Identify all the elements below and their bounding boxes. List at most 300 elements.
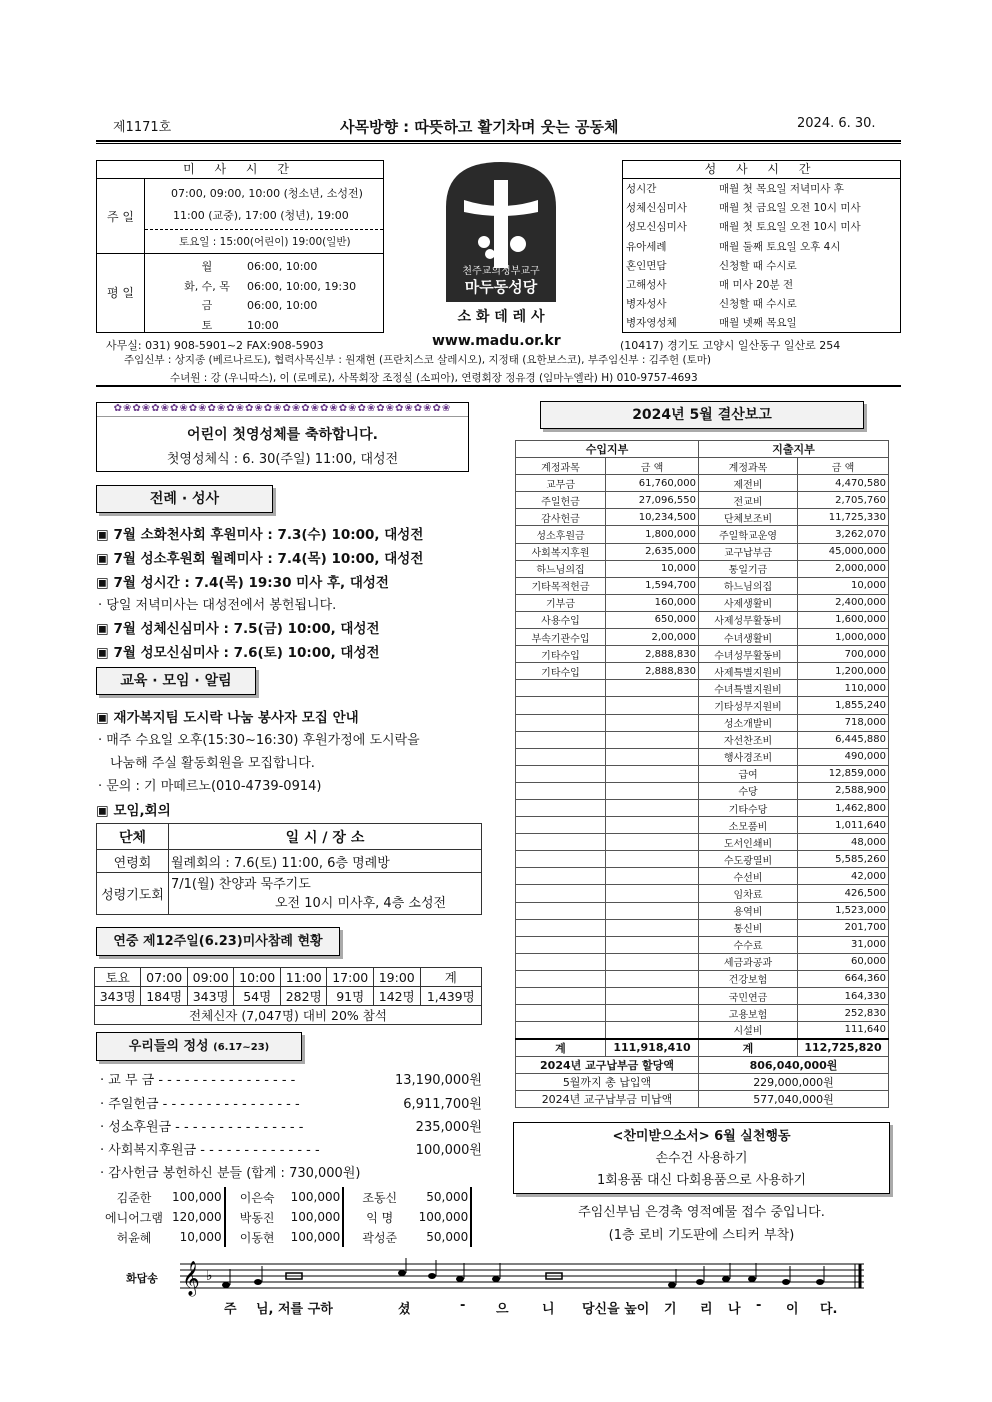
weekday-row: 토 10:00 [201, 318, 279, 332]
income-amount: 61,760,000 [606, 475, 699, 492]
finance-row [516, 560, 889, 577]
empty-cell [516, 782, 606, 799]
note-icon [782, 1279, 790, 1285]
finance-row [516, 492, 889, 509]
expense-account: 성소개발비 [699, 714, 798, 731]
lyric-syllable: 니 [542, 1302, 555, 1317]
empty-cell [606, 782, 699, 799]
empty-cell [516, 748, 606, 765]
lyric-syllable: - [460, 1298, 466, 1313]
note-icon [816, 1279, 824, 1285]
lyric-syllable: 으 [496, 1302, 509, 1317]
empty-cell [606, 953, 699, 970]
income-amount: 650,000 [606, 611, 699, 628]
note-icon [722, 1276, 730, 1282]
income-account: 사회복지후원 [516, 543, 606, 560]
sacrament-row: 병자성사 신청할 때 수시로 [626, 298, 797, 311]
expense-amount: 42,000 [798, 868, 889, 885]
finance-row [516, 526, 889, 543]
empty-cell [606, 765, 699, 782]
note-icon [492, 1276, 500, 1282]
edu-heading: 교육 · 모임 · 알림 [96, 667, 256, 695]
donor-name: 김준한 [116, 1190, 152, 1205]
attendance-header: 19:00 [373, 968, 420, 987]
finance-row [516, 1005, 889, 1022]
attendance-header: 계 [420, 968, 482, 987]
expense-amount: 1,200,000 [798, 663, 889, 680]
finance-column-header [516, 458, 889, 475]
action-title: <찬미받으소서> 6월 실천행동 [612, 1129, 791, 1144]
note-icon [748, 1276, 756, 1282]
sacrament-row: 고해성사 매 미사 20분 전 [626, 279, 794, 292]
finance-row [516, 629, 889, 646]
levy-label: 2024년 교구납부금 미납액 [516, 1090, 699, 1107]
levy-label: 5월까지 총 납입액 [516, 1073, 699, 1090]
issue-date: 2024. 6. 30. [797, 116, 876, 131]
expense-amount: 718,000 [798, 714, 889, 731]
income-amount: 2,888,830 [606, 646, 699, 663]
jubilee-line: 주임신부님 은경축 영적예물 접수 중입니다. [578, 1205, 825, 1220]
finance-row [516, 611, 889, 628]
offering-heading [96, 1032, 302, 1061]
finance-row [516, 646, 889, 663]
expense-account: 급여 [699, 765, 798, 782]
expense-amount: 3,262,070 [798, 526, 889, 543]
psalm-lyrics [180, 1298, 866, 1318]
expense-amount: 10,000 [798, 577, 889, 594]
empty-cell [606, 697, 699, 714]
column-header: 금 액 [798, 458, 889, 475]
attendance-table [94, 967, 482, 1025]
income-account: 부속기관수입 [516, 629, 606, 646]
expense-account: 자선찬조비 [699, 731, 798, 748]
donor-table [98, 1187, 472, 1247]
income-account: 주일헌금 [516, 492, 606, 509]
donor-name: 박동진 [239, 1210, 275, 1225]
expense-account: 단체보조비 [699, 509, 798, 526]
liturgy-item: ▣ 7월 소화천사회 후원미사 : 7.3(수) 10:00, 대성전 [96, 527, 424, 543]
expense-amount: 1,855,240 [798, 697, 889, 714]
expense-account: 통일기금 [699, 560, 798, 577]
expense-amount: 1,523,000 [798, 902, 889, 919]
meetings-header: 단체 [97, 824, 169, 850]
liturgy-item: ▣ 7월 성시간 : 7.4(목) 19:30 미사 후, 대성전 [96, 575, 389, 591]
report-heading: 2024년 5월 결산보고 [540, 401, 864, 429]
meeting-detail: 월례회의 : 7.6(토) 11:00, 6층 명례방 [169, 850, 482, 873]
finance-total-row [516, 1039, 889, 1057]
expense-total: 112,725,820 [798, 1039, 889, 1057]
expense-account: 시설비 [699, 1022, 798, 1039]
finance-row [516, 714, 889, 731]
treble-clef-icon: 𝄞 [182, 1261, 200, 1296]
empty-cell [516, 1022, 606, 1039]
liturgy-item: ▣ 7월 성소후원회 월례미사 : 7.4(목) 10:00, 대성전 [96, 551, 424, 567]
sacrament-row: 병자영성체 매월 넷째 목요일 [626, 317, 797, 330]
finance-row [516, 577, 889, 594]
income-account: 기타수입 [516, 663, 606, 680]
empty-cell [606, 680, 699, 697]
income-account: 성소후원금 [516, 526, 606, 543]
parish-website[interactable]: www.madu.or.kr [432, 333, 561, 349]
expense-amount: 1,011,640 [798, 817, 889, 834]
income-header: 수입지부 [516, 441, 699, 458]
finance-row [516, 1022, 889, 1039]
expense-account: 사제특별지원비 [699, 663, 798, 680]
column-header: 계정과목 [699, 458, 798, 475]
empty-cell [606, 936, 699, 953]
liturgy-item: ▣ 7월 성체신심미사 : 7.5(금) 10:00, 대성전 [96, 621, 380, 637]
levy-label: 2024년 교구납부금 할당액 [516, 1056, 699, 1073]
expense-account: 임차료 [699, 885, 798, 902]
empty-cell [606, 868, 699, 885]
expense-account: 도서인쇄비 [699, 834, 798, 851]
finance-row [516, 697, 889, 714]
weekday-row: 화, 수, 목 06:00, 10:00, 19:30 [184, 279, 357, 293]
donor-row [98, 1207, 471, 1227]
expense-account: 용역비 [699, 902, 798, 919]
finance-row [516, 765, 889, 782]
income-amount: 1,800,000 [606, 526, 699, 543]
levy-amount: 806,040,000원 [699, 1056, 889, 1073]
income-account: 기타수입 [516, 646, 606, 663]
offering-row: · 교 무 금 - - - - - - - - - - - - - - - - 13,190,000원 [100, 1073, 482, 1088]
meeting-group: 연령회 [97, 850, 169, 873]
empty-cell [516, 936, 606, 953]
meeting-detail: 7/1(월) 찬양과 묵주기도 [171, 876, 311, 892]
attendance-header: 17:00 [327, 968, 374, 987]
levy-amount: 229,000,000원 [699, 1073, 889, 1090]
edu-item: ▣ 재가복지팀 도시락 나눔 봉사자 모집 안내 [96, 710, 359, 726]
expense-account: 수녀생활비 [699, 629, 798, 646]
diocese-name: 천주교의정부교구 [462, 266, 540, 277]
income-amount: 1,594,700 [606, 577, 699, 594]
finance-row [516, 731, 889, 748]
finance-row [516, 936, 889, 953]
offering-title: 우리들의 정성 [128, 1039, 209, 1054]
note-icon [456, 1276, 464, 1282]
expense-account: 수도광열비 [699, 851, 798, 868]
expense-account: 하느님의집 [699, 577, 798, 594]
levy-row [516, 1090, 889, 1107]
note-icon [222, 1282, 230, 1288]
lyric-syllable: 리 [700, 1302, 713, 1317]
nuns-list: 수녀원 : 강 (우니따스), 이 (로메로), 사목회장 조정실 (소피아), 연령회장 정유경 (임마누엘라) H) 010-9757-4693 [170, 372, 698, 384]
expense-amount: 2,400,000 [798, 594, 889, 611]
sunday-label: 주 일 [97, 179, 145, 253]
weekday-label: 평 일 [97, 253, 145, 332]
empty-cell [606, 714, 699, 731]
empty-cell [606, 799, 699, 816]
attendance-summary: 전체신자 (7,047명) 대비 20% 참석 [95, 1006, 482, 1025]
expense-account: 수수료 [699, 936, 798, 953]
liturgy-item: ▣ 7월 성모신심미사 : 7.6(토) 10:00, 대성전 [96, 645, 380, 661]
communion-box [96, 402, 469, 472]
donor-name: 조동신 [362, 1190, 398, 1205]
donor-amount: 100,000 [289, 1227, 344, 1247]
weekday-row: 월 06:00, 10:00 [201, 260, 318, 273]
income-amount: 160,000 [606, 594, 699, 611]
donor-name: 곽성준 [362, 1230, 398, 1245]
meeting-group: 성령기도회 [97, 873, 169, 915]
flower-border: ✿❀✿❀✿❀✿❀✿❀✿❀✿❀✿❀✿❀✿❀✿❀✿❀✿❀✿❀✿❀✿❀✿❀✿❀ [97, 403, 468, 417]
finance-table [515, 440, 889, 1108]
income-account: 교무금 [516, 475, 606, 492]
empty-cell [516, 765, 606, 782]
expense-account: 수녀성무활동비 [699, 646, 798, 663]
empty-cell [606, 1022, 699, 1039]
donor-name: 허윤혜 [116, 1230, 152, 1245]
empty-cell [606, 731, 699, 748]
empty-cell [516, 731, 606, 748]
empty-cell [516, 953, 606, 970]
column-header: 계정과목 [516, 458, 606, 475]
pastoral-motto: 사목방향 : 따뜻하고 활기차며 웃는 공동체 [340, 118, 619, 136]
attendance-header: 11:00 [280, 968, 327, 987]
expense-header: 지출지부 [699, 441, 889, 458]
expense-amount: 164,330 [798, 988, 889, 1005]
expense-amount: 201,700 [798, 919, 889, 936]
expense-account: 국민연금 [699, 988, 798, 1005]
action-line: 1회용품 대신 다회용품으로 사용하기 [596, 1173, 807, 1188]
income-account: 사용수입 [516, 611, 606, 628]
edu-line: · 매주 수요일 오후(15:30~16:30) 후원가정에 도시락을 [98, 733, 420, 748]
communion-detail: 첫영성체식 : 6. 30(주일) 11:00, 대성전 [166, 452, 399, 467]
note-icon [696, 1279, 704, 1285]
empty-cell [606, 919, 699, 936]
levy-amount: 577,040,000원 [699, 1090, 889, 1107]
lyric-syllable: 기 [664, 1302, 677, 1317]
issue-number: 제1171호 [113, 120, 172, 135]
finance-row [516, 799, 889, 816]
note-icon [428, 1273, 436, 1279]
finance-row [516, 970, 889, 987]
finance-row [516, 817, 889, 834]
finance-row [516, 543, 889, 560]
empty-cell [516, 988, 606, 1005]
expense-amount: 700,000 [798, 646, 889, 663]
empty-cell [606, 1005, 699, 1022]
meetings-header: 일 시 / 장 소 [169, 824, 482, 850]
finance-row [516, 885, 889, 902]
expense-account: 제전비 [699, 475, 798, 492]
finance-row [516, 509, 889, 526]
empty-cell [606, 902, 699, 919]
expense-amount: 490,000 [798, 748, 889, 765]
liturgy-note: · 당일 저녁미사는 대성전에서 봉헌됩니다. [98, 598, 337, 613]
empty-cell [516, 834, 606, 851]
finance-row [516, 953, 889, 970]
attendance-value: 142명 [373, 987, 420, 1006]
donor-amount: 10,000 [170, 1227, 225, 1247]
lyric-syllable: 저를 구하 [278, 1302, 333, 1317]
donor-amount: 50,000 [415, 1187, 471, 1207]
jubilee-line: (1층 로비 기도판에 스티커 부착) [608, 1228, 795, 1243]
expense-amount: 1,000,000 [798, 629, 889, 646]
attendance-value: 54명 [234, 987, 281, 1006]
expense-account: 기타성무지원비 [699, 697, 798, 714]
donor-row [98, 1227, 471, 1247]
expense-amount: 12,859,000 [798, 765, 889, 782]
expense-amount: 1,462,800 [798, 799, 889, 816]
communion-title: 어린이 첫영성체를 축하합니다. [187, 427, 378, 443]
expense-account: 사제성무활동비 [699, 611, 798, 628]
clergy-list: 주임신부 : 상지종 (베르나르도), 협력사목신부 : 원재현 (프란치스코 살레시오), 지정태 (요한보스코), 부주임신부 : 김주헌 (토마) [124, 354, 711, 366]
note-icon [398, 1270, 406, 1276]
attendance-value: 184명 [141, 987, 188, 1006]
levy-row [516, 1073, 889, 1090]
empty-cell [516, 902, 606, 919]
donor-row [98, 1187, 471, 1207]
finance-row [516, 919, 889, 936]
finance-row [516, 782, 889, 799]
sacrament-times-title: 성 사 시 간 [623, 161, 900, 179]
empty-cell [516, 970, 606, 987]
expense-amount: 1,600,000 [798, 611, 889, 628]
expense-account: 건강보험 [699, 970, 798, 987]
action-line: 손수건 사용하기 [655, 1151, 748, 1166]
donor-name: 에니어그램 [105, 1210, 163, 1225]
weekday-row: 금 06:00, 10:00 [201, 299, 318, 312]
donor-amount: 100,000 [289, 1187, 344, 1207]
note-icon [668, 1282, 676, 1288]
parish-address: (10417) 경기도 고양시 일산동구 일산로 254 [620, 339, 841, 352]
expense-account: 수녀특별지원비 [699, 680, 798, 697]
donor-amount: 100,000 [170, 1187, 225, 1207]
lyric-syllable: 당신을 높이 [582, 1302, 650, 1317]
finance-section-header [516, 441, 889, 458]
income-amount: 2,635,000 [606, 543, 699, 560]
expense-amount: 2,588,900 [798, 782, 889, 799]
expense-amount: 60,000 [798, 953, 889, 970]
empty-cell [606, 851, 699, 868]
finance-row [516, 663, 889, 680]
empty-cell [606, 834, 699, 851]
sacrament-row: 혼인면담 신청할 때 수시로 [626, 259, 797, 272]
offering-period: (6.17~23) [213, 1042, 270, 1053]
sacrament-row: 성모신심미사 매월 첫 토요일 오전 10시 미사 [626, 221, 861, 234]
expense-amount: 110,000 [798, 680, 889, 697]
expense-amount: 426,500 [798, 885, 889, 902]
empty-cell [606, 988, 699, 1005]
sacrament-row: 성체신심미사 매월 첫 금요일 오전 10시 미사 [626, 202, 861, 215]
finance-row [516, 851, 889, 868]
empty-cell [516, 851, 606, 868]
finance-row [516, 594, 889, 611]
lyric-syllable: 셨 [398, 1302, 411, 1317]
attendance-value: 343명 [187, 987, 234, 1006]
expense-account: 소모품비 [699, 817, 798, 834]
empty-cell [606, 970, 699, 987]
income-account: 하느님의집 [516, 560, 606, 577]
finance-row [516, 988, 889, 1005]
action-box [513, 1122, 890, 1194]
expense-amount: 2,705,760 [798, 492, 889, 509]
expense-account: 통신비 [699, 919, 798, 936]
mass-times-title: 미 사 시 간 [97, 161, 383, 179]
finance-row [516, 748, 889, 765]
lyric-syllable: 다. [820, 1302, 838, 1317]
empty-cell [516, 919, 606, 936]
income-amount: 2,888,830 [606, 663, 699, 680]
empty-cell [606, 885, 699, 902]
sacrament-row: 성시간 매월 첫 목요일 저녁미사 후 [626, 183, 844, 196]
finance-row [516, 902, 889, 919]
frame [96, 160, 901, 333]
income-account: 기타목적헌금 [516, 577, 606, 594]
saturday-line: 토요일 : 15:00(어린이) 19:00(일반) [179, 236, 351, 248]
expense-amount: 252,830 [798, 1005, 889, 1022]
finance-row [516, 680, 889, 697]
attendance-header: 07:00 [141, 968, 188, 987]
psalm-label: 화답송 [126, 1272, 158, 1285]
attendance-value: 1,439명 [420, 987, 482, 1006]
expense-account: 사제생활비 [699, 594, 798, 611]
lyric-syllable: 이 [786, 1302, 799, 1317]
expense-amount: 31,000 [798, 936, 889, 953]
liturgy-heading: 전례 · 성사 [96, 485, 273, 513]
expense-amount: 111,640 [798, 1022, 889, 1039]
empty-cell [516, 885, 606, 902]
expense-account: 고용보험 [699, 1005, 798, 1022]
empty-cell [606, 748, 699, 765]
expense-amount: 4,470,580 [798, 475, 889, 492]
expense-amount: 2,000,000 [798, 560, 889, 577]
expense-amount: 11,725,330 [798, 509, 889, 526]
attendance-value: 91명 [327, 987, 374, 1006]
meeting-detail: 오전 10시 미사후, 4층 소성전 [275, 895, 447, 911]
empty-cell [516, 868, 606, 885]
income-total: 111,918,410 [606, 1039, 699, 1057]
expense-account: 세금과공과 [699, 953, 798, 970]
offering-row: · 사회복지후원금 - - - - - - - - - - - - - - 100,000원 [100, 1143, 482, 1158]
expense-account: 주일학교운영 [699, 526, 798, 543]
donor-name: 익 명 [366, 1210, 394, 1225]
donor-amount: 100,000 [289, 1207, 344, 1227]
donor-amount: 120,000 [170, 1207, 225, 1227]
attendance-heading: 연중 제12주일(6.23)미사참례 현황 [96, 927, 340, 956]
empty-cell [516, 697, 606, 714]
note-icon [254, 1279, 262, 1285]
income-amount: 2,00,000 [606, 629, 699, 646]
sacrament-row: 유아세례 매월 둘째 토요일 오후 4시 [626, 240, 841, 253]
sunday-line-2: 11:00 (교중), 17:00 (청년), 19:00 [173, 209, 349, 222]
expense-account: 교구납부금 [699, 543, 798, 560]
expense-amount: 45,000,000 [798, 543, 889, 560]
expense-account: 행사경조비 [699, 748, 798, 765]
expense-account: 기타수당 [699, 799, 798, 816]
psalm-staff [180, 1258, 866, 1298]
edu-line: 나눔해 주실 활동회원을 모집합니다. [110, 756, 315, 771]
header-rule [96, 140, 901, 144]
total-label: 계 [516, 1039, 606, 1057]
income-account: 감사헌금 [516, 509, 606, 526]
empty-cell [606, 817, 699, 834]
income-amount: 27,096,550 [606, 492, 699, 509]
lyric-syllable: 님, [256, 1302, 274, 1317]
expense-account: 수당 [699, 782, 798, 799]
attendance-value: 282명 [280, 987, 327, 1006]
donor-name: 이동현 [239, 1230, 275, 1245]
contact-rule [96, 385, 901, 387]
attendance-value: 343명 [95, 987, 141, 1006]
attendance-header: 09:00 [187, 968, 234, 987]
empty-cell [516, 799, 606, 816]
attendance-header: 10:00 [234, 968, 281, 987]
expense-account: 전교비 [699, 492, 798, 509]
empty-cell [516, 680, 606, 697]
sunday-line-1: 07:00, 09:00, 10:00 (청소년, 소성전) [171, 187, 363, 200]
lyric-syllable: - [756, 1298, 762, 1313]
